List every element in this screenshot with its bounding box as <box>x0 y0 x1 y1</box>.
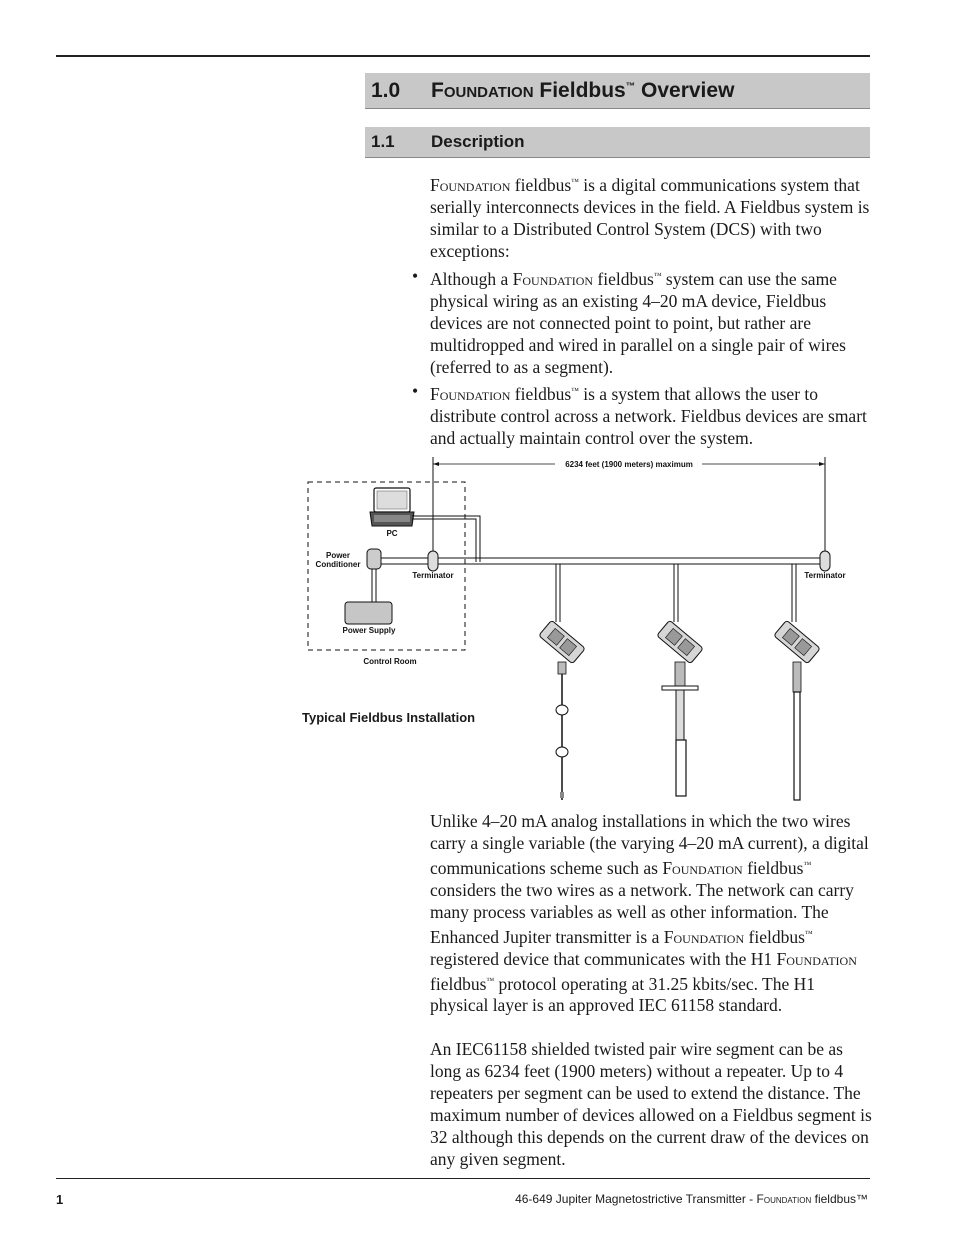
bullet-item: Although a Foundation fieldbus™ system can use the same physical wiring as an existing 4–20 mA device, Fieldbus devices are not connected point to point, but rather are multidropped and wired in parallel on a single pair of wires (referred to as a segment). <box>430 268 846 377</box>
terminator-left-label: Terminator <box>412 571 454 580</box>
section-heading-bar <box>365 73 870 109</box>
terminator-right <box>820 551 830 571</box>
fieldbus-diagram <box>300 452 860 804</box>
top-rule <box>56 55 870 57</box>
power-conditioner-label: Power <box>325 551 351 560</box>
power-supply <box>345 602 392 624</box>
bullet-marker: • <box>412 266 419 286</box>
control-room-label: Control Room <box>363 657 417 666</box>
arrow-left-icon <box>433 462 439 466</box>
arrow-right-icon <box>819 462 825 466</box>
laptop-icon <box>370 488 414 526</box>
intro-paragraph: Foundation fieldbus™ is a digital communications system that serially interconnects devices in the field. A Fieldbus system is similar to a Distributed Control System (DCS) with two exceptions: <box>430 174 870 261</box>
subsection-heading-bar <box>365 127 870 158</box>
bullet-marker: • <box>412 381 419 401</box>
wire <box>412 516 480 562</box>
power-supply-label: Power Supply <box>342 626 396 635</box>
body-paragraph: An IEC61158 shielded twisted pair wire segment can be as long as 6234 feet (1900 meters) without a repeater. Up to 4 repeaters per segment can be used to extend the distance. The maximum number of devices allowed on a Fieldbus segment is 32 although this depends on the current draw of the devices on any given segment. <box>430 1039 872 1169</box>
page-number: 1 <box>56 1192 64 1207</box>
wire <box>412 519 476 562</box>
transmitter-device <box>539 564 586 800</box>
distance-label: 6234 feet (1900 meters) maximum <box>565 460 693 469</box>
section-title: Foundation Fieldbus™ Overview <box>431 79 735 102</box>
power-conditioner-label: Conditioner <box>315 560 361 569</box>
footer-title: 46-649 Jupiter Magnetostrictive Transmitter - Foundation fieldbus™ <box>515 1192 868 1206</box>
transmitter-device <box>657 564 704 796</box>
terminator-left <box>428 551 438 571</box>
figure-caption: Typical Fieldbus Installation <box>302 710 476 725</box>
bottom-rule <box>56 1178 870 1179</box>
transmitter-device <box>774 564 821 800</box>
section-number: 1.0 <box>371 79 401 102</box>
subsection-number: 1.1 <box>371 132 395 151</box>
power-conditioner <box>367 549 381 569</box>
subsection-title: Description <box>431 132 525 151</box>
terminator-right-label: Terminator <box>804 571 846 580</box>
pc-label: PC <box>386 529 398 538</box>
body-paragraph: Unlike 4–20 mA analog installations in which the two wires carry a single variable (the varying 4–20 mA current), a digital communications scheme such as Foundation fieldbus™ considers the two wires as a network. The network can carry many process variables as well as other information. The Enhanced Jupiter transmitter is a Foundation fieldbus™ registered device that communicates with the H1 Foundation fieldbus™ protocol operating at 31.25 kbits/sec. The H1 physical layer is an approved IEC 61158 standard. <box>430 811 869 1016</box>
bullet-item: Foundation fieldbus™ is a system that allows the user to distribute control across a network. Fieldbus devices are smart and actually maintain control over the system. <box>430 383 867 448</box>
